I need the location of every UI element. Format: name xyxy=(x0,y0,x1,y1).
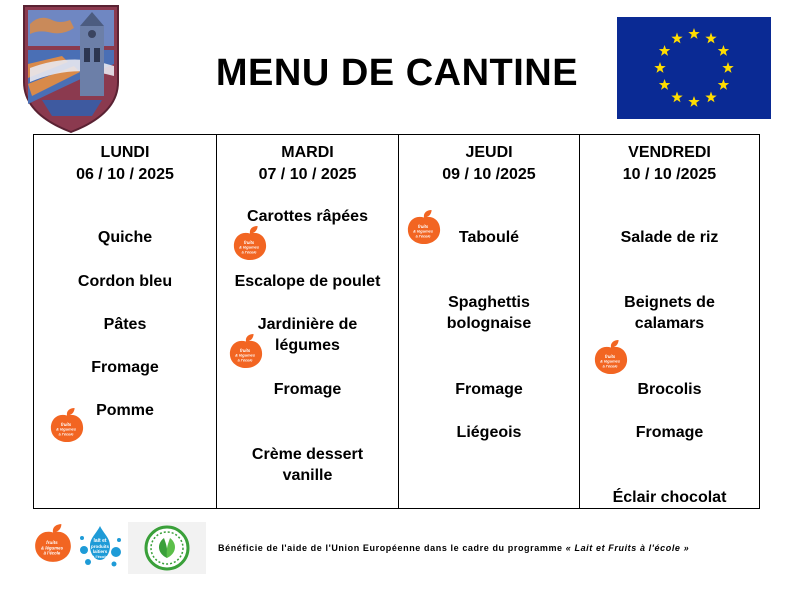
svg-text:à l’école: à l’école xyxy=(58,432,74,437)
svg-text:fruits: fruits xyxy=(417,223,429,229)
day-date: 09 / 10 /2025 xyxy=(442,166,536,183)
dish: Pomme xyxy=(96,402,154,419)
dish: Escalope de poulet xyxy=(234,273,381,290)
fruit-logo-icon xyxy=(405,209,443,245)
fruit-logo-icon xyxy=(231,225,269,261)
day-name: VENDREDI xyxy=(628,144,711,161)
svg-text:fruits: fruits xyxy=(604,353,616,359)
dish: Liégeois xyxy=(456,424,522,441)
day-date: 06 / 10 / 2025 xyxy=(76,166,174,183)
dish: Salade de riz xyxy=(620,229,719,246)
day-column-monday xyxy=(34,135,216,508)
page-title: MENU DE CANTINE xyxy=(215,52,579,94)
day-name: MARDI xyxy=(281,144,334,161)
day-date: 10 / 10 /2025 xyxy=(622,166,717,183)
svg-text:à l’école: à l’école xyxy=(602,364,618,369)
fruit-logo-icon xyxy=(48,407,86,443)
milk-logo-icon xyxy=(76,520,124,568)
svg-text:fruits: fruits xyxy=(243,239,255,245)
svg-text:lait et: lait et xyxy=(93,538,107,544)
dish: Fromage xyxy=(273,381,342,398)
day-date: 07 / 10 / 2025 xyxy=(258,166,357,183)
svg-text:fruits: fruits xyxy=(239,347,251,353)
svg-text:& légumes: & légumes xyxy=(239,244,260,250)
dish: Quiche xyxy=(97,229,153,246)
dish: Taboulé xyxy=(458,229,520,246)
svg-text:& légumes: & légumes xyxy=(235,352,256,358)
svg-text:fruits: fruits xyxy=(46,540,58,546)
svg-text:à l’école: à l’école xyxy=(415,234,431,239)
svg-text:à l’école: à l’école xyxy=(237,358,253,363)
dish: Brocolis xyxy=(637,381,702,398)
dish: Crème dessert vanille xyxy=(251,446,364,484)
svg-text:fruits: fruits xyxy=(60,421,72,427)
fruit-logo-icon xyxy=(227,333,265,369)
svg-text:& légumes: & légumes xyxy=(40,545,64,551)
svg-text:& légumes: & légumes xyxy=(413,228,434,234)
dish: Spaghettis bolognaise xyxy=(446,294,532,332)
day-column-friday xyxy=(579,135,759,508)
dish: Fromage xyxy=(91,359,159,376)
svg-text:& légumes: & légumes xyxy=(600,358,621,364)
dish: Pâtes xyxy=(103,316,147,333)
dish: Jardinière de légumes xyxy=(257,316,358,354)
svg-text:à l'école: à l'école xyxy=(92,554,108,559)
dish: Cordon bleu xyxy=(77,273,173,290)
svg-text:produits: produits xyxy=(91,544,109,549)
svg-text:à l’école: à l’école xyxy=(241,250,257,255)
program-name: « Lait et Fruits à l'école » xyxy=(565,543,690,553)
fruit-logo-icon xyxy=(592,339,630,375)
fruit-logo-icon xyxy=(32,521,74,565)
eu-funding-notice xyxy=(218,543,689,553)
svg-text:& légumes: & légumes xyxy=(56,426,77,432)
dish: Fromage xyxy=(635,424,704,441)
day-name: JEUDI xyxy=(465,144,513,161)
eco-label-icon xyxy=(128,522,206,574)
svg-text:laitiers: laitiers xyxy=(92,549,108,554)
eu-funding-text: Bénéficie de l'aide de l'Union Européenne dans le cadre du programme xyxy=(218,543,566,553)
day-column-tuesday xyxy=(216,135,398,508)
dish: Éclair chocolat xyxy=(612,489,727,506)
svg-text:à l’école: à l’école xyxy=(43,550,61,556)
day-name: LUNDI xyxy=(100,144,150,161)
dish: Fromage xyxy=(455,381,523,398)
eu-flag-icon xyxy=(617,17,771,119)
menu-table xyxy=(33,134,760,509)
dish: Carottes râpées xyxy=(247,208,368,225)
day-column-thursday xyxy=(398,135,579,508)
dish: Beignets de calamars xyxy=(624,294,715,332)
